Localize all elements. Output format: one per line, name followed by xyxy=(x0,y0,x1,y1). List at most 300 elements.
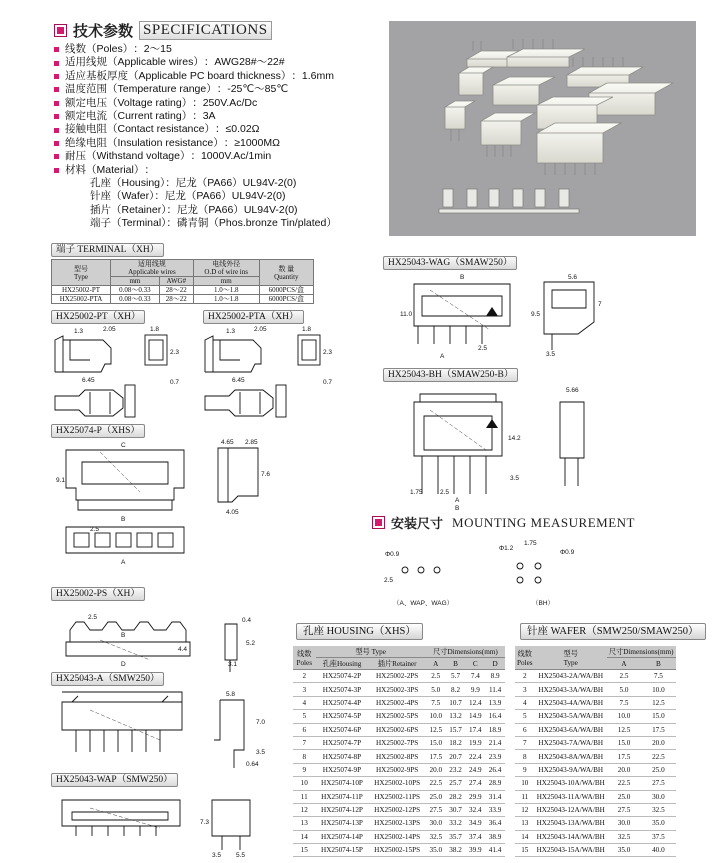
dim-p-a: A xyxy=(121,559,126,566)
dim-p-c: C xyxy=(121,442,126,449)
dim-pt-205: 2.05 xyxy=(103,326,116,333)
header-od-cn: 电线外径 xyxy=(212,260,241,268)
table-cell: HX25043-12A/WA/BH xyxy=(535,803,607,816)
table-cell: 10.7 xyxy=(446,696,466,709)
spec-label: 额定电压（Voltage rating） xyxy=(65,96,193,109)
table-cell: 11.4 xyxy=(485,683,505,696)
table-row xyxy=(293,710,505,723)
header-poles-en: Poles xyxy=(517,658,533,667)
dim-wag-b: B xyxy=(460,274,465,281)
table-cell: 33.9 xyxy=(485,803,505,816)
table-cell: 29.9 xyxy=(465,790,485,803)
drawing-label-ps: HX25002-PS（XH） xyxy=(51,587,145,601)
header-od-mm: mm xyxy=(193,277,259,286)
table-cell: HX25043-11A/WA/BH xyxy=(535,790,607,803)
dim-bh-566: 5.66 xyxy=(566,387,579,394)
dim-pt-645: 6.45 xyxy=(82,377,95,384)
table-cell: HX25002-15PS xyxy=(368,844,425,857)
spec-value: ：250V.Ac/Dc xyxy=(192,96,258,109)
table-cell: 12.5 xyxy=(641,696,675,709)
specifications-title-cn: 技术参数 xyxy=(73,23,134,40)
table-row xyxy=(293,736,505,749)
table-cell: HX25002-9PS xyxy=(368,763,425,776)
table-row xyxy=(515,683,676,696)
table-cell: 17.5 xyxy=(426,750,446,763)
table-cell: 17.4 xyxy=(465,723,485,736)
table-cell: 2 xyxy=(515,670,535,683)
material-terminal: 端子（Terminal）：磷青铜（Phos.bronze Tin/plated） xyxy=(90,217,337,230)
table-row xyxy=(293,817,505,830)
table-cell: 22.5 xyxy=(641,750,675,763)
table-cell: HX25074-9P xyxy=(316,763,369,776)
table-cell: 5 xyxy=(293,710,316,723)
table-cell: 37.4 xyxy=(465,830,485,843)
table-row xyxy=(515,696,676,709)
table-row xyxy=(515,790,676,803)
table-cell: 7.4 xyxy=(465,670,485,683)
spec-value: ：AWG28#～22# xyxy=(203,56,285,69)
dim-wap-55: 5.5 xyxy=(236,852,246,859)
dim-m-175: 1.75 xyxy=(524,540,537,547)
table-cell: 5.7 xyxy=(446,670,466,683)
header-a: A xyxy=(607,658,641,670)
dim-wap-73: 7.3 xyxy=(200,819,210,826)
table-cell: 22.5 xyxy=(607,777,641,790)
dim-wap-35: 3.5 xyxy=(212,852,222,859)
terminal-label: 端子 TERMINAL（XH） xyxy=(51,243,164,257)
dim-pta-23: 2.3 xyxy=(323,349,333,356)
table-cell: HX25074-2P xyxy=(316,670,369,683)
material-retainer: 插片（Retainer）：尼龙（PA66）UL94V-2(0) xyxy=(90,203,298,216)
mounting-title-cn: 安装尺寸 xyxy=(391,516,444,531)
mount-caption-2: （BH） xyxy=(532,600,555,607)
dim-m-25: 2.5 xyxy=(384,577,394,584)
header-retainer: 插片Retainer xyxy=(368,658,425,670)
table-cell: 28.2 xyxy=(446,790,466,803)
spec-label: 额定电流（Current rating） xyxy=(65,110,193,123)
spec-label: 绝缘电阻（Insulation resistance） xyxy=(65,136,224,149)
table-cell: 11 xyxy=(515,790,535,803)
table-cell: 32.4 xyxy=(465,803,485,816)
table-cell: 15.0 xyxy=(607,736,641,749)
mounting-title-en: MOUNTING MEASUREMENT xyxy=(452,514,635,530)
drawing-label-pt: HX25002-PT（XH） xyxy=(51,310,145,324)
header-wires-en: Applicable wires xyxy=(128,268,176,276)
table-cell: 28.9 xyxy=(485,777,505,790)
table-cell: 15 xyxy=(293,844,316,857)
table-cell: HX25002-7PS xyxy=(368,736,425,749)
dim-bh-35: 3.5 xyxy=(510,475,520,482)
table-cell: 8 xyxy=(515,750,535,763)
dim-a-58: 5.8 xyxy=(226,691,236,698)
table-cell: 8 xyxy=(293,750,316,763)
table-cell: 8.9 xyxy=(485,670,505,683)
table-cell: HX25043-7A/WA/BH xyxy=(535,736,607,749)
dim-bh-a: A xyxy=(455,497,460,504)
table-cell: 41.4 xyxy=(485,844,505,857)
spec-value: ：3A xyxy=(192,110,216,123)
mounting-heading xyxy=(372,513,638,532)
table-cell: 10.0 xyxy=(607,710,641,723)
table-cell: 27.4 xyxy=(465,777,485,790)
table-row xyxy=(293,683,505,696)
drawing-label-wap: HX25043-WAP（SMW250） xyxy=(51,773,178,787)
table-cell: HX25002-3PS xyxy=(368,683,425,696)
table-cell: 35.0 xyxy=(426,844,446,857)
table-cell: 7.5 xyxy=(426,696,446,709)
spec-value: ：≤0.02Ω xyxy=(214,123,260,136)
dim-p-25: 2.5 xyxy=(90,526,100,533)
table-cell: HX25043-4A/WA/BH xyxy=(535,696,607,709)
table-cell: 31.4 xyxy=(485,790,505,803)
dim-wag-110: 11.0 xyxy=(400,311,413,318)
drawing-label-pta: HX25002-PTA（XH） xyxy=(203,310,304,324)
table-cell: 9.9 xyxy=(465,683,485,696)
table-cell: 30.0 xyxy=(641,790,675,803)
table-row xyxy=(515,750,676,763)
table-cell: HX25043-10A/WA/BH xyxy=(535,777,607,790)
table-cell: 40.0 xyxy=(641,844,675,857)
table-cell: HX25002-11PS xyxy=(368,790,425,803)
table-cell: 10 xyxy=(293,777,316,790)
table-cell: 3 xyxy=(293,683,316,696)
table-row xyxy=(293,670,505,683)
table-row xyxy=(515,710,676,723)
table-cell: 7 xyxy=(515,736,535,749)
dim-ps-d: D xyxy=(121,661,126,668)
table-cell: 38.2 xyxy=(446,844,466,857)
table-cell: 17.5 xyxy=(641,723,675,736)
material-housing: 孔座（Housing）：尼龙（PA66）UL94V-2(0) xyxy=(90,177,297,190)
dim-wag-95: 9.5 xyxy=(531,311,541,318)
header-b: B xyxy=(446,658,466,670)
table-cell: 18.9 xyxy=(485,723,505,736)
header-mm: mm xyxy=(111,277,160,286)
cell-mm: 0.08～0.33 xyxy=(111,295,160,304)
table-cell: 12.4 xyxy=(465,696,485,709)
dim-wag-a: A xyxy=(440,353,445,360)
table-cell: 30.0 xyxy=(426,817,446,830)
table-cell: HX25074-6P xyxy=(316,723,369,736)
spec-label: 适应基板厚度（Applicable PC board thickness） xyxy=(65,69,292,82)
table-cell: 35.7 xyxy=(446,830,466,843)
cell-qty: 6000PCS/盒 xyxy=(259,286,313,295)
table-row xyxy=(515,670,676,683)
header-type-en: Type xyxy=(74,272,88,281)
table-cell: 37.5 xyxy=(641,830,675,843)
table-cell: HX25002-4PS xyxy=(368,696,425,709)
table-cell: 33.2 xyxy=(446,817,466,830)
spec-value: ：1000V.Ac/1min xyxy=(190,150,272,163)
table-cell: 12.5 xyxy=(426,723,446,736)
dim-a-70: 7.0 xyxy=(256,719,266,726)
table-cell: HX25043-15A/WA/BH xyxy=(535,844,607,857)
table-cell: 32.5 xyxy=(641,803,675,816)
table-cell: 5.0 xyxy=(607,683,641,696)
table-cell: HX25043-5A/WA/BH xyxy=(535,710,607,723)
spec-value: ：1.6mm xyxy=(291,69,335,82)
cell-mm: 0.08～0.33 xyxy=(111,286,160,295)
table-cell: 24.9 xyxy=(465,763,485,776)
dim-pt-23: 2.3 xyxy=(170,349,180,356)
table-cell: 22.4 xyxy=(465,750,485,763)
dim-a-35: 3.5 xyxy=(256,749,266,756)
header-c: C xyxy=(465,658,485,670)
table-cell: 26.4 xyxy=(485,763,505,776)
dim-pta-18: 1.8 xyxy=(302,326,312,333)
dim-bh-25: 2.5 xyxy=(440,489,450,496)
table-cell: 22.5 xyxy=(426,777,446,790)
table-cell: HX25043-13A/WA/BH xyxy=(535,817,607,830)
table-cell: 13 xyxy=(293,817,316,830)
table-cell: 3 xyxy=(515,683,535,696)
table-row xyxy=(293,830,505,843)
table-cell: 5.0 xyxy=(426,683,446,696)
housing-table-title: 孔座 HOUSING（XHS） xyxy=(296,623,423,640)
header-type-cn: 型号 xyxy=(74,264,88,273)
spec-value: ：-25℃～85℃ xyxy=(216,83,289,96)
table-cell: 34.9 xyxy=(465,817,485,830)
table-cell: 13.2 xyxy=(446,710,466,723)
table-cell: HX25074-15P xyxy=(316,844,369,857)
table-row xyxy=(293,777,505,790)
header-housing: 孔座Housing xyxy=(316,658,369,670)
cell-type: HX25002-PTA xyxy=(52,295,111,304)
dim-pt-07: 0.7 xyxy=(170,379,180,386)
housing-table xyxy=(293,646,505,857)
table-cell: HX25002-14PS xyxy=(368,830,425,843)
table-cell: HX25074-12P xyxy=(316,803,369,816)
spec-label: 适用线规（Applicable wires） xyxy=(65,56,204,69)
dim-pt-18: 1.8 xyxy=(150,326,160,333)
table-row xyxy=(293,696,505,709)
table-cell: 12 xyxy=(515,803,535,816)
table-cell: 27.5 xyxy=(607,803,641,816)
drawing-label-a: HX25043-A（SMW250） xyxy=(51,672,164,686)
drawing-label-wag: HX25043-WAG（SMAW250） xyxy=(383,256,517,270)
table-cell: 30.7 xyxy=(446,803,466,816)
table-cell: 32.5 xyxy=(607,830,641,843)
dim-bh-175: 1.75 xyxy=(410,489,423,496)
table-row xyxy=(293,723,505,736)
dim-p-285: 2.85 xyxy=(245,439,258,446)
table-cell: HX25074-10P xyxy=(316,777,369,790)
table-row xyxy=(515,830,676,843)
table-cell: 15.0 xyxy=(641,710,675,723)
table-cell: 25.0 xyxy=(426,790,446,803)
table-cell: HX25074-13P xyxy=(316,817,369,830)
table-cell: 25.7 xyxy=(446,777,466,790)
table-cell: 12.5 xyxy=(607,723,641,736)
dim-m-d3: Φ0.9 xyxy=(560,549,575,556)
mount-caption-1: （A、WAP、WAG） xyxy=(393,600,454,607)
dim-p-76: 7.6 xyxy=(261,471,271,478)
header-dims: 尺寸Dimensions(mm) xyxy=(426,646,505,658)
table-cell: 35.0 xyxy=(641,817,675,830)
table-cell: 13 xyxy=(515,817,535,830)
dim-pta-13: 1.3 xyxy=(226,328,236,335)
table-cell: 19.9 xyxy=(465,736,485,749)
table-row xyxy=(515,817,676,830)
table-cell: HX25043-2A/WA/BH xyxy=(535,670,607,683)
table-cell: HX25002-2PS xyxy=(368,670,425,683)
cell-qty: 6000PCS/盒 xyxy=(259,295,313,304)
table-row xyxy=(293,803,505,816)
table-cell: HX25074-8P xyxy=(316,750,369,763)
spec-label: 线数（Poles） xyxy=(65,43,134,55)
dim-ps-31: 3.1 xyxy=(228,661,238,668)
table-cell: 7 xyxy=(293,736,316,749)
cell-od: 1.0～1.8 xyxy=(193,295,259,304)
header-od-en: O.D of wire ins xyxy=(204,268,248,276)
dim-bh-142: 14.2 xyxy=(508,435,521,442)
table-row xyxy=(293,763,505,776)
table-cell: HX25002-5PS xyxy=(368,710,425,723)
table-cell: 5 xyxy=(515,710,535,723)
table-cell: HX25043-8A/WA/BH xyxy=(535,750,607,763)
table-cell: 17.5 xyxy=(607,750,641,763)
spec-value: ：2～15 xyxy=(133,43,172,55)
wafer-table xyxy=(515,646,676,857)
dim-ps-52: 5.2 xyxy=(246,640,256,647)
table-cell: 15.7 xyxy=(446,723,466,736)
header-d: D xyxy=(485,658,505,670)
table-cell: HX25074-5P xyxy=(316,710,369,723)
table-row xyxy=(515,736,676,749)
table-cell: 23.2 xyxy=(446,763,466,776)
table-cell: 36.4 xyxy=(485,817,505,830)
dim-m-d1: Φ0.9 xyxy=(385,551,400,558)
table-cell: 20.0 xyxy=(641,736,675,749)
header-type-en: Type xyxy=(563,658,578,667)
table-cell: 30.0 xyxy=(607,817,641,830)
header-type: 型号 Type xyxy=(316,646,426,658)
table-cell: 14 xyxy=(515,830,535,843)
drawing-label-bh: HX25043-BH（SMAW250-B） xyxy=(383,368,518,382)
table-cell: HX25002-6PS xyxy=(368,723,425,736)
dim-ps-b: B xyxy=(121,632,126,639)
table-cell: 13.9 xyxy=(485,696,505,709)
spec-label: 耐压（Withstand voltage） xyxy=(65,150,191,163)
header-awg: AWG# xyxy=(159,277,193,286)
dim-pta-645: 6.45 xyxy=(232,377,245,384)
dim-wag-56: 5.6 xyxy=(568,274,578,281)
spec-value: ： xyxy=(144,163,155,176)
table-row xyxy=(515,777,676,790)
spec-label: 温度范围（Temperature range） xyxy=(65,83,217,96)
header-wires-cn: 适用线规 xyxy=(137,260,166,268)
dim-pt-13: 1.3 xyxy=(74,328,84,335)
table-cell: HX25043-3A/WA/BH xyxy=(535,683,607,696)
wafer-table-title: 针座 WAFER（SMW250/SMAW250） xyxy=(520,623,706,640)
table-cell: 15 xyxy=(515,844,535,857)
table-cell: 4 xyxy=(293,696,316,709)
dim-ps-04: 0.4 xyxy=(242,617,252,624)
table-cell: HX25074-7P xyxy=(316,736,369,749)
table-cell: 12 xyxy=(293,803,316,816)
spec-value: ：≥1000MΩ xyxy=(223,136,280,149)
dim-p-b: B xyxy=(121,516,126,523)
table-cell: 9 xyxy=(515,763,535,776)
table-cell: 20.0 xyxy=(607,763,641,776)
cell-awg: 28～22 xyxy=(159,295,193,304)
table-row xyxy=(293,790,505,803)
table-cell: 27.5 xyxy=(641,777,675,790)
table-cell: 25.0 xyxy=(641,763,675,776)
table-cell: 21.4 xyxy=(485,736,505,749)
dim-ps-44: 4.4 xyxy=(178,646,188,653)
table-header-row xyxy=(293,646,505,658)
table-cell: HX25002-12PS xyxy=(368,803,425,816)
table-cell: 16.4 xyxy=(485,710,505,723)
table-header-row xyxy=(293,658,505,670)
table-cell: 32.5 xyxy=(426,830,446,843)
dim-m-d2: Φ1.2 xyxy=(499,545,514,552)
table-cell: 11 xyxy=(293,790,316,803)
dim-wag-25: 2.5 xyxy=(478,345,488,352)
table-cell: HX25002-10PS xyxy=(368,777,425,790)
table-cell: 6 xyxy=(293,723,316,736)
table-cell: 10.0 xyxy=(641,683,675,696)
dim-pta-205: 2.05 xyxy=(254,326,267,333)
table-cell: 2 xyxy=(293,670,316,683)
cell-type: HX25002-PT xyxy=(52,286,111,295)
dim-p-465: 4.65 xyxy=(221,439,234,446)
dim-a-064: 0.64 xyxy=(246,761,259,768)
table-cell: HX25002-13PS xyxy=(368,817,425,830)
dim-wag-7: 7 xyxy=(598,301,602,308)
dim-pta-07: 0.7 xyxy=(323,379,333,386)
table-cell: 15.0 xyxy=(426,736,446,749)
table-cell: 14.9 xyxy=(465,710,485,723)
table-row xyxy=(515,844,676,857)
table-row xyxy=(515,723,676,736)
table-cell: 20.0 xyxy=(426,763,446,776)
table-cell: 9 xyxy=(293,763,316,776)
dim-ps-25: 2.5 xyxy=(88,614,98,621)
table-cell: 14 xyxy=(293,830,316,843)
dim-p-405: 4.05 xyxy=(226,509,239,516)
table-cell: 2.5 xyxy=(426,670,446,683)
header-a: A xyxy=(426,658,446,670)
header-b: B xyxy=(641,658,675,670)
table-cell: HX25043-9A/WA/BH xyxy=(535,763,607,776)
table-row xyxy=(293,844,505,857)
header-qty-cn: 数 量 xyxy=(278,264,295,273)
table-cell: 6 xyxy=(515,723,535,736)
header-qty-en: Quantity xyxy=(274,272,299,281)
table-cell: HX25074-14P xyxy=(316,830,369,843)
spec-label: 接触电阻（Contact resistance） xyxy=(65,123,215,136)
table-cell: 10.0 xyxy=(426,710,446,723)
table-cell: 7.5 xyxy=(641,670,675,683)
table-cell: 20.7 xyxy=(446,750,466,763)
table-cell: 18.2 xyxy=(446,736,466,749)
header-dims: 尺寸Dimensions(mm) xyxy=(608,647,674,656)
table-cell: 27.5 xyxy=(426,803,446,816)
table-cell: 10 xyxy=(515,777,535,790)
cell-awg: 28～22 xyxy=(159,286,193,295)
specifications-title-en: SPECIFICATIONS xyxy=(139,21,272,40)
table-cell: HX25043-6A/WA/BH xyxy=(535,723,607,736)
table-cell: HX25074-11P xyxy=(316,790,369,803)
table-cell: 25.0 xyxy=(607,790,641,803)
header-poles-en: Poles xyxy=(296,658,313,667)
header-poles-cn: 线数 xyxy=(517,649,532,658)
table-cell: HX25043-14A/WA/BH xyxy=(535,830,607,843)
table-cell: 4 xyxy=(515,696,535,709)
table-cell: 2.5 xyxy=(607,670,641,683)
